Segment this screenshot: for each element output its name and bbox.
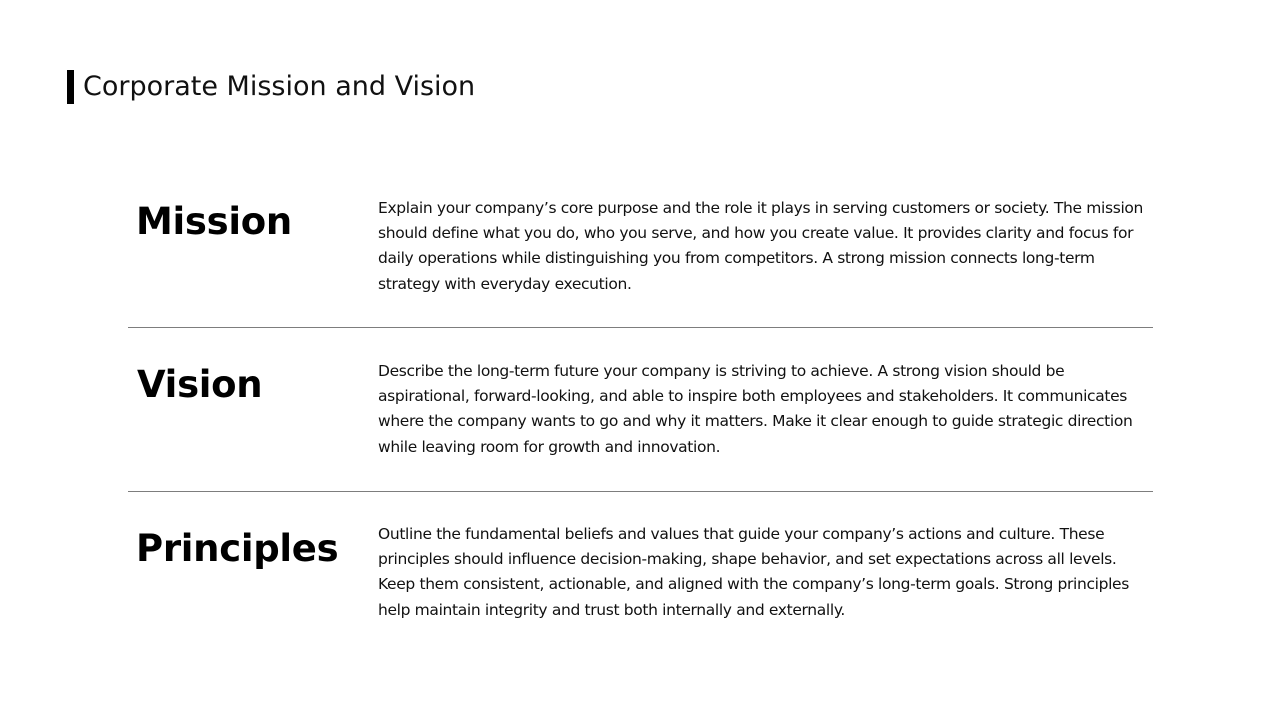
- title-accent-bar: [67, 70, 74, 104]
- section-body-vision: Describe the long-term future your company is striving to achieve. A strong vision should be aspirational, forward-looking, and able to inspire both employees and stakeholders. It communicates where the company wants to go and why it matters. Make it clear enough to guide strategic direction while leaving room for growth and innovation.: [378, 362, 1133, 456]
- page-header: [67, 70, 475, 104]
- page-title: Corporate Mission and Vision: [83, 71, 476, 102]
- section-heading-mission: Mission: [136, 200, 292, 243]
- section-heading-vision: Vision: [137, 363, 263, 406]
- section-divider: [128, 327, 1153, 328]
- section-body-principles: Outline the fundamental beliefs and values that guide your company’s actions and culture. These principles should influence decision-making, shape behavior, and set expectations across all levels. Keep them consistent, actionable, and aligned with the company’s long-term goals. Strong principles help maintain integrity and trust both internally and externally.: [378, 525, 1129, 619]
- section-heading-principles: Principles: [136, 527, 339, 570]
- section-divider: [128, 491, 1153, 492]
- section-body-mission: Explain your company’s core purpose and the role it plays in serving customers or society. The mission should define what you do, who you serve, and how you create value. It provides clarity and focus for daily operations while distinguishing you from competitors. A strong mission connects long-term strategy with everyday execution.: [378, 199, 1144, 293]
